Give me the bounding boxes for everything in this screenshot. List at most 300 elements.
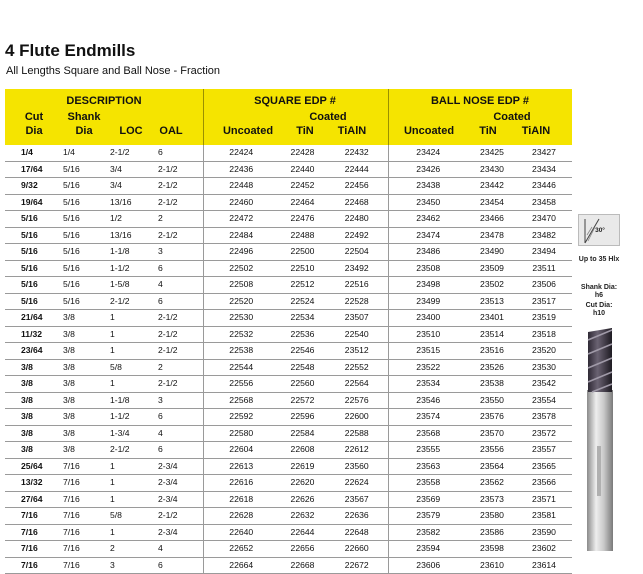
oal-cell: 2 <box>158 359 203 376</box>
square-uncoated-cell: 22460 <box>203 194 279 211</box>
square-uncoated-cell: 22436 <box>203 161 279 178</box>
square-uncoated-cell: 22496 <box>203 244 279 261</box>
square-tin-cell: 22608 <box>279 442 326 459</box>
oal-cell: 6 <box>158 557 203 574</box>
ball-tialn-cell: 23458 <box>516 194 572 211</box>
ball-uncoated-cell: 23574 <box>388 409 468 426</box>
cut-dia-cell: 11/32 <box>5 326 63 343</box>
table-row <box>5 458 572 475</box>
header-cut-dia: Dia <box>25 125 43 137</box>
square-tin-cell: 22536 <box>279 326 326 343</box>
ball-tialn-cell: 23542 <box>516 376 572 393</box>
table-row <box>5 244 572 261</box>
oal-cell: 2-1/2 <box>158 227 203 244</box>
square-tin-cell: 22488 <box>279 227 326 244</box>
ball-tialn-cell: 23518 <box>516 326 572 343</box>
ball-tin-cell: 23576 <box>468 409 516 426</box>
shank-dia-cell: 5/16 <box>63 161 110 178</box>
square-tin-cell: 22476 <box>279 211 326 228</box>
cut-dia-cell: 25/64 <box>5 458 63 475</box>
square-tialn-cell: 23512 <box>326 343 388 360</box>
square-uncoated-cell: 22640 <box>203 524 279 541</box>
square-tialn-cell: 22588 <box>326 425 388 442</box>
ball-tin-cell: 23573 <box>468 491 516 508</box>
ball-uncoated-cell: 23450 <box>388 194 468 211</box>
oal-cell: 6 <box>158 442 203 459</box>
cut-dia-cell: 1/4 <box>5 145 63 161</box>
loc-cell: 5/8 <box>110 508 158 525</box>
ball-tialn-cell: 23602 <box>516 541 572 558</box>
ball-uncoated-cell: 23515 <box>388 343 468 360</box>
helix-angle-label: 30° <box>595 227 605 234</box>
cut-dia-cell: 5/16 <box>5 211 63 228</box>
loc-cell: 3/4 <box>110 161 158 178</box>
ball-tin-cell: 23586 <box>468 524 516 541</box>
ball-uncoated-cell: 23606 <box>388 557 468 574</box>
ball-uncoated-cell: 23546 <box>388 392 468 409</box>
ball-tin-cell: 23598 <box>468 541 516 558</box>
table-row <box>5 161 572 178</box>
ball-tin-cell: 23564 <box>468 458 516 475</box>
shank-dia-cell: 5/16 <box>63 178 110 195</box>
cut-dia-cell: 5/16 <box>5 260 63 277</box>
ball-tialn-cell: 23517 <box>516 293 572 310</box>
table-row <box>5 211 572 228</box>
shank-dia-cell: 5/16 <box>63 260 110 277</box>
table-row <box>5 277 572 294</box>
square-tialn-cell: 23492 <box>326 260 388 277</box>
loc-cell: 1 <box>110 310 158 327</box>
table-row <box>5 194 572 211</box>
table-row <box>5 326 572 343</box>
ball-tialn-cell: 23446 <box>516 178 572 195</box>
ball-uncoated-cell: 23568 <box>388 425 468 442</box>
loc-cell: 2 <box>110 541 158 558</box>
loc-cell: 1 <box>110 475 158 492</box>
oal-cell: 2-1/2 <box>158 310 203 327</box>
square-tialn-cell: 22648 <box>326 524 388 541</box>
ball-tin-cell: 23401 <box>468 310 516 327</box>
cut-tolerance-value: h10 <box>592 310 606 317</box>
cut-dia-cell: 3/8 <box>5 392 63 409</box>
square-uncoated-cell: 22592 <box>203 409 279 426</box>
square-tin-cell: 22428 <box>279 145 326 161</box>
ball-tin-cell: 23580 <box>468 508 516 525</box>
square-tialn-cell: 22492 <box>326 227 388 244</box>
ball-tin-cell: 23570 <box>468 425 516 442</box>
ball-uncoated-cell: 23426 <box>388 161 468 178</box>
shank-dia-cell: 7/16 <box>63 524 110 541</box>
ball-uncoated-cell: 23594 <box>388 541 468 558</box>
ball-tialn-cell: 23572 <box>516 425 572 442</box>
square-uncoated-cell: 22538 <box>203 343 279 360</box>
table-row <box>5 524 572 541</box>
header-loc: LOC <box>119 125 143 137</box>
square-tin-cell: 22656 <box>279 541 326 558</box>
table-row <box>5 359 572 376</box>
ball-uncoated-cell: 23569 <box>388 491 468 508</box>
ball-tialn-cell: 23520 <box>516 343 572 360</box>
square-uncoated-cell: 22616 <box>203 475 279 492</box>
square-tin-cell: 22632 <box>279 508 326 525</box>
shank-dia-cell: 3/8 <box>63 343 110 360</box>
table-row <box>5 491 572 508</box>
shank-tolerance-value: h6 <box>594 292 604 299</box>
loc-cell: 1-1/2 <box>110 260 158 277</box>
cut-tolerance-label: Cut Dia: <box>585 302 613 309</box>
shank-dia-cell: 3/8 <box>63 376 110 393</box>
square-uncoated-cell: 22484 <box>203 227 279 244</box>
oal-cell: 2 <box>158 211 203 228</box>
table-header <box>5 89 572 145</box>
square-tialn-cell: 22564 <box>326 376 388 393</box>
shank-dia-cell: 3/8 <box>63 409 110 426</box>
ball-uncoated-cell: 23522 <box>388 359 468 376</box>
endmill-tool-image <box>578 326 620 551</box>
table-row <box>5 343 572 360</box>
cut-dia-cell: 3/8 <box>5 425 63 442</box>
oal-cell: 3 <box>158 244 203 261</box>
ball-tialn-cell: 23566 <box>516 475 572 492</box>
square-uncoated-cell: 22448 <box>203 178 279 195</box>
table-row <box>5 541 572 558</box>
oal-cell: 2-1/2 <box>158 326 203 343</box>
ball-uncoated-cell: 23424 <box>388 145 468 161</box>
square-uncoated-cell: 22508 <box>203 277 279 294</box>
header-ball-coated: Coated <box>493 111 531 123</box>
loc-cell: 3/4 <box>110 178 158 195</box>
page-title: 4 Flute Endmills <box>5 41 136 60</box>
square-tialn-cell: 23567 <box>326 491 388 508</box>
loc-cell: 1-5/8 <box>110 277 158 294</box>
loc-cell: 1 <box>110 491 158 508</box>
square-tin-cell: 22534 <box>279 310 326 327</box>
square-uncoated-cell: 22628 <box>203 508 279 525</box>
ball-uncoated-cell: 23438 <box>388 178 468 195</box>
square-tialn-cell: 22552 <box>326 359 388 376</box>
ball-tin-cell: 23490 <box>468 244 516 261</box>
table-row <box>5 145 572 161</box>
square-tialn-cell: 22540 <box>326 326 388 343</box>
square-tialn-cell: 22528 <box>326 293 388 310</box>
shank-dia-cell: 5/16 <box>63 244 110 261</box>
square-uncoated-cell: 22664 <box>203 557 279 574</box>
table-row <box>5 392 572 409</box>
table-row <box>5 442 572 459</box>
table-row <box>5 227 572 244</box>
ball-uncoated-cell: 23400 <box>388 310 468 327</box>
ball-uncoated-cell: 23563 <box>388 458 468 475</box>
square-uncoated-cell: 22613 <box>203 458 279 475</box>
ball-tin-cell: 23478 <box>468 227 516 244</box>
header-square-tin: TiN <box>296 125 314 137</box>
oal-cell: 2-1/2 <box>158 376 203 393</box>
header-square-uncoated: Uncoated <box>222 125 274 137</box>
header-divider <box>388 89 389 145</box>
ball-tin-cell: 23513 <box>468 293 516 310</box>
shank-dia-cell: 7/16 <box>63 475 110 492</box>
header-ball-tialn: TiAlN <box>521 125 551 137</box>
ball-tialn-cell: 23506 <box>516 277 572 294</box>
cut-dia-cell: 5/16 <box>5 277 63 294</box>
cut-dia-cell: 21/64 <box>5 310 63 327</box>
square-tin-cell: 22512 <box>279 277 326 294</box>
oal-cell: 6 <box>158 293 203 310</box>
square-tin-cell: 22644 <box>279 524 326 541</box>
square-uncoated-cell: 22502 <box>203 260 279 277</box>
header-shank-dia: Dia <box>75 125 93 137</box>
oal-cell: 2-3/4 <box>158 491 203 508</box>
square-tialn-cell: 23507 <box>326 310 388 327</box>
square-tin-cell: 22464 <box>279 194 326 211</box>
cut-dia-cell: 23/64 <box>5 343 63 360</box>
header-ball-uncoated: Uncoated <box>403 125 455 137</box>
shank-dia-cell: 5/16 <box>63 194 110 211</box>
oal-cell: 2-1/2 <box>158 178 203 195</box>
cut-dia-cell: 27/64 <box>5 491 63 508</box>
loc-cell: 1-3/4 <box>110 425 158 442</box>
ball-tin-cell: 23514 <box>468 326 516 343</box>
table-row <box>5 310 572 327</box>
ball-tialn-cell: 23571 <box>516 491 572 508</box>
table-row <box>5 425 572 442</box>
ball-tin-cell: 23425 <box>468 145 516 161</box>
ball-tin-cell: 23556 <box>468 442 516 459</box>
ball-tin-cell: 23516 <box>468 343 516 360</box>
square-uncoated-cell: 22530 <box>203 310 279 327</box>
shank-dia-cell: 7/16 <box>63 508 110 525</box>
ball-uncoated-cell: 23462 <box>388 211 468 228</box>
square-tialn-cell: 22672 <box>326 557 388 574</box>
square-tialn-cell: 22468 <box>326 194 388 211</box>
helix-label: Up to 35 Hlx <box>578 256 620 263</box>
ball-tin-cell: 23526 <box>468 359 516 376</box>
ball-uncoated-cell: 23582 <box>388 524 468 541</box>
loc-cell: 2-1/2 <box>110 293 158 310</box>
ball-tialn-cell: 23434 <box>516 161 572 178</box>
square-tialn-cell: 22576 <box>326 392 388 409</box>
ball-uncoated-cell: 23579 <box>388 508 468 525</box>
square-tin-cell: 22452 <box>279 178 326 195</box>
shank-dia-cell: 3/8 <box>63 425 110 442</box>
loc-cell: 2-1/2 <box>110 442 158 459</box>
shank-dia-cell: 7/16 <box>63 557 110 574</box>
shank-dia-cell: 1/4 <box>63 145 110 161</box>
loc-cell: 1-1/8 <box>110 244 158 261</box>
ball-uncoated-cell: 23498 <box>388 277 468 294</box>
loc-cell: 1 <box>110 458 158 475</box>
shank-dia-cell: 5/16 <box>63 293 110 310</box>
shank-dia-cell: 7/16 <box>63 541 110 558</box>
table-row <box>5 409 572 426</box>
loc-cell: 1 <box>110 376 158 393</box>
ball-tin-cell: 23562 <box>468 475 516 492</box>
cut-dia-cell: 5/16 <box>5 244 63 261</box>
square-tin-cell: 22584 <box>279 425 326 442</box>
ball-tin-cell: 23538 <box>468 376 516 393</box>
square-uncoated-cell: 22604 <box>203 442 279 459</box>
ball-tialn-cell: 23470 <box>516 211 572 228</box>
shank-dia-cell: 5/16 <box>63 277 110 294</box>
ball-tin-cell: 23430 <box>468 161 516 178</box>
oal-cell: 2-3/4 <box>158 458 203 475</box>
ball-uncoated-cell: 23499 <box>388 293 468 310</box>
table-row <box>5 260 572 277</box>
ball-tialn-cell: 23519 <box>516 310 572 327</box>
loc-cell: 2-1/2 <box>110 145 158 161</box>
loc-cell: 1-1/2 <box>110 409 158 426</box>
square-tialn-cell: 22516 <box>326 277 388 294</box>
oal-cell: 2-1/2 <box>158 161 203 178</box>
cut-dia-cell: 3/8 <box>5 442 63 459</box>
cut-dia-cell: 5/16 <box>5 293 63 310</box>
helix-angle-diagram <box>578 214 620 246</box>
ball-tin-cell: 23442 <box>468 178 516 195</box>
ball-tialn-cell: 23427 <box>516 145 572 161</box>
ball-tialn-cell: 23557 <box>516 442 572 459</box>
ball-tin-cell: 23502 <box>468 277 516 294</box>
ball-tialn-cell: 23482 <box>516 227 572 244</box>
square-tin-cell: 22546 <box>279 343 326 360</box>
loc-cell: 3 <box>110 557 158 574</box>
square-tialn-cell: 22432 <box>326 145 388 161</box>
header-ball-nose-edp: BALL NOSE EDP # <box>430 95 530 107</box>
table-row <box>5 475 572 492</box>
loc-cell: 1/2 <box>110 211 158 228</box>
cut-dia-cell: 7/16 <box>5 524 63 541</box>
square-tialn-cell: 22660 <box>326 541 388 558</box>
square-uncoated-cell: 22520 <box>203 293 279 310</box>
ball-tialn-cell: 23511 <box>516 260 572 277</box>
ball-uncoated-cell: 23510 <box>388 326 468 343</box>
oal-cell: 3 <box>158 392 203 409</box>
ball-uncoated-cell: 23474 <box>388 227 468 244</box>
cut-dia-cell: 7/16 <box>5 541 63 558</box>
ball-tialn-cell: 23565 <box>516 458 572 475</box>
ball-tialn-cell: 23578 <box>516 409 572 426</box>
header-oal: OAL <box>159 125 183 137</box>
cut-dia-cell: 5/16 <box>5 227 63 244</box>
ball-tialn-cell: 23494 <box>516 244 572 261</box>
header-shank: Shank <box>67 111 101 123</box>
oal-cell: 2-1/2 <box>158 508 203 525</box>
square-uncoated-cell: 22424 <box>203 145 279 161</box>
header-square-edp: SQUARE EDP # <box>254 95 336 107</box>
square-tialn-cell: 22612 <box>326 442 388 459</box>
page-subtitle: All Lengths Square and Ball Nose - Fraction <box>6 65 221 77</box>
header-cut: Cut <box>24 111 44 123</box>
shank-dia-cell: 7/16 <box>63 458 110 475</box>
cut-dia-cell: 19/64 <box>5 194 63 211</box>
square-tialn-cell: 22456 <box>326 178 388 195</box>
square-tin-cell: 22548 <box>279 359 326 376</box>
oal-cell: 4 <box>158 541 203 558</box>
square-tialn-cell: 22504 <box>326 244 388 261</box>
square-tin-cell: 22524 <box>279 293 326 310</box>
ball-uncoated-cell: 23555 <box>388 442 468 459</box>
square-uncoated-cell: 22532 <box>203 326 279 343</box>
square-uncoated-cell: 22544 <box>203 359 279 376</box>
ball-tin-cell: 23610 <box>468 557 516 574</box>
ball-uncoated-cell: 23534 <box>388 376 468 393</box>
oal-cell: 2-1/2 <box>158 343 203 360</box>
shank-dia-cell: 3/8 <box>63 392 110 409</box>
cut-dia-cell: 7/16 <box>5 508 63 525</box>
header-ball-tin: TiN <box>479 125 497 137</box>
ball-uncoated-cell: 23508 <box>388 260 468 277</box>
loc-cell: 13/16 <box>110 194 158 211</box>
header-square-coated: Coated <box>309 111 347 123</box>
square-uncoated-cell: 22618 <box>203 491 279 508</box>
cut-dia-cell: 9/32 <box>5 178 63 195</box>
square-tialn-cell: 23560 <box>326 458 388 475</box>
square-tialn-cell: 22636 <box>326 508 388 525</box>
cut-dia-cell: 3/8 <box>5 409 63 426</box>
ball-tin-cell: 23550 <box>468 392 516 409</box>
loc-cell: 1 <box>110 326 158 343</box>
square-tin-cell: 22572 <box>279 392 326 409</box>
loc-cell: 5/8 <box>110 359 158 376</box>
cut-dia-cell: 3/8 <box>5 376 63 393</box>
ball-uncoated-cell: 23558 <box>388 475 468 492</box>
square-tin-cell: 22619 <box>279 458 326 475</box>
oal-cell: 6 <box>158 409 203 426</box>
cut-dia-cell: 3/8 <box>5 359 63 376</box>
square-tin-cell: 22500 <box>279 244 326 261</box>
ball-uncoated-cell: 23486 <box>388 244 468 261</box>
ball-tialn-cell: 23614 <box>516 557 572 574</box>
square-tialn-cell: 22624 <box>326 475 388 492</box>
ball-tin-cell: 23466 <box>468 211 516 228</box>
square-uncoated-cell: 22568 <box>203 392 279 409</box>
oal-cell: 6 <box>158 145 203 161</box>
square-tin-cell: 22596 <box>279 409 326 426</box>
ball-tin-cell: 23509 <box>468 260 516 277</box>
ball-tialn-cell: 23554 <box>516 392 572 409</box>
oal-cell: 2-3/4 <box>158 524 203 541</box>
shank-dia-cell: 7/16 <box>63 491 110 508</box>
square-tin-cell: 22626 <box>279 491 326 508</box>
square-tin-cell: 22620 <box>279 475 326 492</box>
table-row <box>5 293 572 310</box>
shank-dia-cell: 5/16 <box>63 211 110 228</box>
loc-cell: 13/16 <box>110 227 158 244</box>
header-square-tialn: TiAlN <box>337 125 367 137</box>
square-tin-cell: 22440 <box>279 161 326 178</box>
shank-dia-cell: 5/16 <box>63 227 110 244</box>
oal-cell: 4 <box>158 425 203 442</box>
square-tin-cell: 22668 <box>279 557 326 574</box>
endmill-table <box>5 145 572 574</box>
square-tialn-cell: 22480 <box>326 211 388 228</box>
header-divider <box>203 89 204 145</box>
square-tialn-cell: 22600 <box>326 409 388 426</box>
oal-cell: 2-1/2 <box>158 194 203 211</box>
cut-dia-cell: 13/32 <box>5 475 63 492</box>
shank-dia-cell: 3/8 <box>63 442 110 459</box>
table-row <box>5 508 572 525</box>
ball-tin-cell: 23454 <box>468 194 516 211</box>
cut-dia-cell: 17/64 <box>5 161 63 178</box>
ball-tialn-cell: 23530 <box>516 359 572 376</box>
shank-tolerance-label: Shank Dia: <box>580 284 618 291</box>
oal-cell: 4 <box>158 277 203 294</box>
square-uncoated-cell: 22652 <box>203 541 279 558</box>
square-tin-cell: 22510 <box>279 260 326 277</box>
square-uncoated-cell: 22472 <box>203 211 279 228</box>
ball-tialn-cell: 23590 <box>516 524 572 541</box>
table-row <box>5 557 572 574</box>
